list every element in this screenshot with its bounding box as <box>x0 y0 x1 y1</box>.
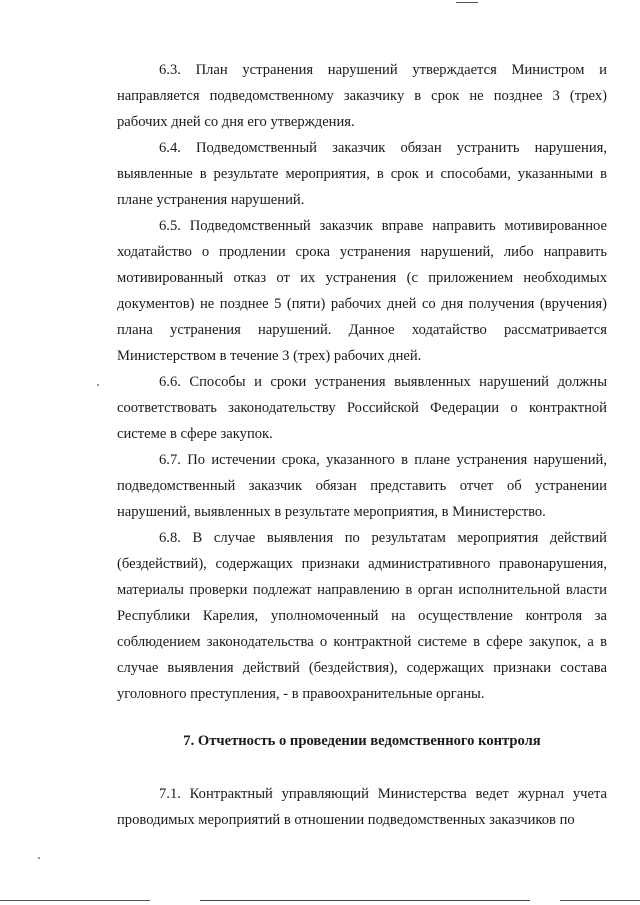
scan-bottom-rule <box>200 900 530 901</box>
scan-speck <box>97 384 99 386</box>
paragraph-6-3: 6.3. План устранения нарушений утверждается Министром и направляется подведомственному заказчику в срок не позднее 3 (трех) рабочих дней со дня его утверждения. <box>117 62 607 130</box>
paragraph-6-6: 6.6. Способы и сроки устранения выявленных нарушений должны соответствовать законодательству Российской Федерации о контрактной системе в сфере закупок. <box>117 374 607 442</box>
paragraph-6-7: 6.7. По истечении срока, указанного в плане устранения нарушений, подведомственный заказчик обязан представить отчет об устранении нарушений, выявленных в результате мероприятия, в Министерство. <box>117 452 607 520</box>
paragraph-6-5: 6.5. Подведомственный заказчик вправе направить мотивированное ходатайство о продлении срока устранения нарушений, либо направить мотивированный отказ от их устранения (с приложением необходимых документов) не позднее 5 (пяти) рабочих дней со дня получения (вручения) плана устранения нарушений. Данное ходатайство рассматривается Министерством в течение 3 (трех) рабочих дней. <box>117 218 607 364</box>
paragraph-7-1: 7.1. Контрактный управляющий Министерства ведет журнал учета проводимых мероприятий в отношении подведомственных заказчиков по <box>117 786 607 828</box>
paragraph-6-4: 6.4. Подведомственный заказчик обязан устранить нарушения, выявленные в результате мероприятия, в срок и способами, указанными в плане устранения нарушений. <box>117 140 607 208</box>
section-6-body <box>117 57 607 707</box>
section-7-body <box>117 781 607 833</box>
scan-bottom-rule <box>560 900 640 901</box>
scan-top-mark <box>456 2 478 3</box>
scan-speck <box>38 857 40 859</box>
scan-bottom-rule <box>0 900 150 901</box>
paragraph-6-8: 6.8. В случае выявления по результатам мероприятия действий (бездействий), содержащих признаки административного правонарушения, материалы проверки подлежат направлению в орган исполнительной власти Республики Карелия, уполномоченный на осуществление контроля за соблюдением законодательства о контрактной системе в сфере закупок, а в случае выявления действий (бездействия), содержащих признаки состава уголовного преступления, - в правоохранительные органы. <box>117 530 607 702</box>
section-7-heading: 7. Отчетность о проведении ведомственного контроля <box>183 733 541 749</box>
